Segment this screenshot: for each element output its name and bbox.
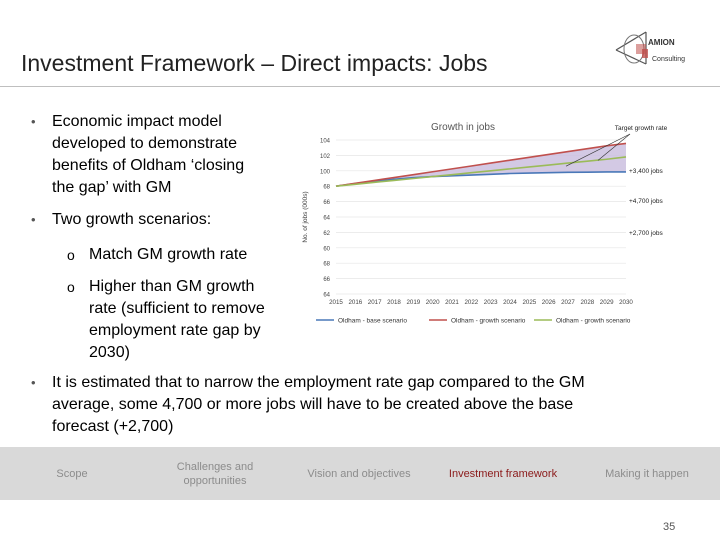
x-tick-label: 2022 <box>464 299 479 306</box>
bullet-estimate <box>31 372 585 438</box>
x-tick-label: 2024 <box>503 299 517 306</box>
legend-label: Oldham - base scenario <box>338 317 408 325</box>
bullet-line: It is estimated that to narrow the employment rate gap compared to the GM <box>52 374 585 391</box>
nav-label: Making it happen <box>605 467 689 480</box>
nav-label: Challenges and <box>176 460 254 473</box>
slide-title: Investment Framework – Direct impacts: Jobs <box>21 50 488 76</box>
x-tick-label: 2016 <box>348 299 363 306</box>
y-tick-label: 68 <box>323 184 330 191</box>
bullet-line: average, some 4,700 or more jobs will have to be created above the base <box>52 396 574 413</box>
sub-bullet-higher-than-gm <box>67 276 265 364</box>
bullet-two-scenarios <box>31 209 212 231</box>
annotation-4700-jobs: +4,700 jobs <box>629 198 663 205</box>
nav-item-scope[interactable] <box>28 447 116 500</box>
bullet-line: forecast (+2,700) <box>52 418 174 435</box>
x-tick-label: 2019 <box>406 299 421 306</box>
nav-label: Investment framework <box>448 467 558 480</box>
bullet-dot: • <box>31 375 36 390</box>
bullet-line: the gap’ with GM <box>52 179 172 196</box>
bullet-line: Economic impact model <box>52 113 222 130</box>
x-tick-label: 2023 <box>483 299 498 306</box>
nav-label: Scope <box>56 467 88 480</box>
bullet-economic-model <box>31 111 245 199</box>
bullet-line: benefits of Oldham ‘closing <box>52 157 245 174</box>
x-tick-label: 2015 <box>329 299 343 306</box>
sub-bullet-line: 2030) <box>89 344 130 361</box>
chart-title: Growth in jobs <box>431 122 495 133</box>
bullet-line: developed to demonstrate <box>52 135 238 152</box>
nav-item-challenges[interactable] <box>158 447 272 500</box>
x-tick-label: 2026 <box>541 299 556 306</box>
y-axis-label: No. of jobs (000s) <box>302 191 309 243</box>
sub-bullet-marker: o <box>67 279 75 295</box>
x-tick-label: 2017 <box>367 299 382 306</box>
page-number: 35 <box>663 521 676 533</box>
logo-text-amion: AMION <box>648 38 675 47</box>
y-tick-label: 66 <box>323 277 330 284</box>
x-tick-label: 2029 <box>599 299 614 306</box>
y-tick-label: 60 <box>323 246 330 253</box>
nav-item-vision[interactable] <box>292 447 426 500</box>
growth-in-jobs-chart <box>298 112 690 332</box>
sub-bullet-line: Match GM growth rate <box>89 246 248 263</box>
annotation-2700-jobs: +2,700 jobs <box>629 230 663 237</box>
logo-text-consulting: Consulting <box>652 56 686 63</box>
bullet-dot: • <box>31 212 36 227</box>
sub-bullet-marker: o <box>67 247 75 263</box>
title-divider <box>0 86 720 87</box>
legend-label: Oldham - growth scenario <box>451 317 526 325</box>
nav-label: opportunities <box>183 474 247 487</box>
annotation-3400-jobs: +3,400 jobs <box>629 168 663 175</box>
y-tick-label: 64 <box>323 292 330 299</box>
x-tick-label: 2025 <box>522 299 537 306</box>
section-navigation <box>0 447 720 500</box>
bullet-dot: • <box>31 114 36 129</box>
x-tick-label: 2021 <box>445 299 459 306</box>
annotation-target-growth-rate: Target growth rate <box>614 125 668 132</box>
nav-label: Vision and objectives <box>307 467 411 480</box>
nav-item-making-it-happen[interactable] <box>590 447 704 500</box>
y-tick-label: 62 <box>323 230 330 237</box>
x-tick-label: 2020 <box>425 299 440 306</box>
x-tick-label: 2027 <box>561 299 575 306</box>
y-tick-label: 68 <box>323 261 330 268</box>
x-tick-label: 2018 <box>387 299 401 306</box>
x-tick-label: 2028 <box>580 299 595 306</box>
y-tick-label: 104 <box>319 138 330 145</box>
sub-bullet-line: employment rate gap by <box>89 322 261 339</box>
x-tick-label: 2030 <box>619 299 633 306</box>
legend-label: Oldham - growth scenario <box>556 317 631 325</box>
sub-bullet-line: Higher than GM growth <box>89 278 255 295</box>
sub-bullet-line: rate (sufficient to remove <box>89 300 265 317</box>
sub-bullet-match-gm <box>67 244 248 266</box>
y-tick-label: 102 <box>319 153 330 160</box>
y-tick-label: 66 <box>323 200 330 207</box>
y-tick-label: 64 <box>323 215 330 222</box>
y-tick-label: 100 <box>319 169 330 176</box>
nav-item-investment-framework[interactable] <box>436 447 570 500</box>
amion-logo <box>612 18 692 78</box>
bullet-line: Two growth scenarios: <box>52 211 212 228</box>
